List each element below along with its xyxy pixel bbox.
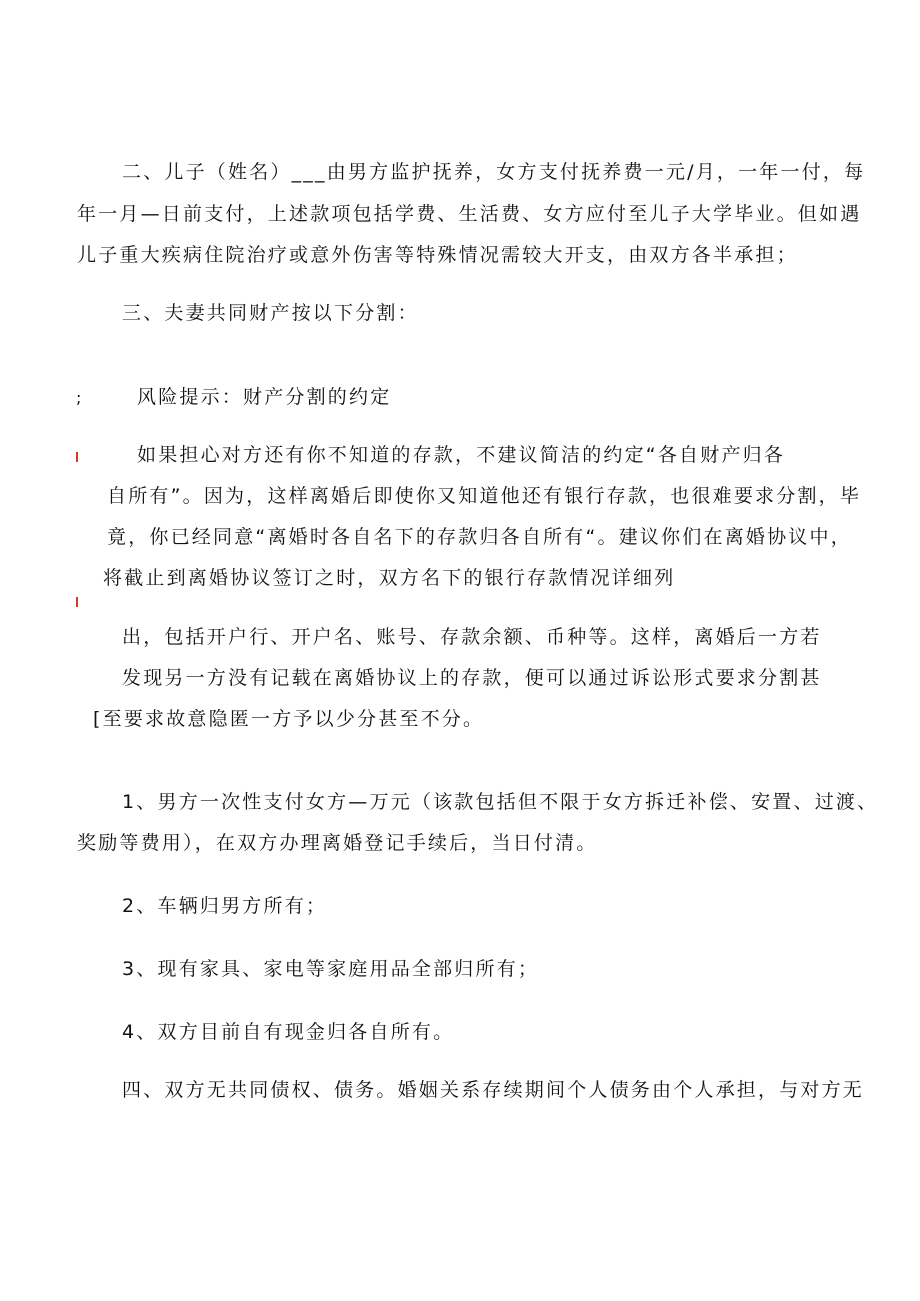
- section4-line1: 四、双方无共同债权、债务。婚姻关系存续期间个人债务由个人承担，与对方无: [122, 1079, 865, 1101]
- risk-side-mark: ;: [76, 388, 82, 407]
- risk-line-7: [至要求故意隐匿一方予以少分甚至不分。: [93, 708, 485, 730]
- section2-line2: 年一月—日前支付，上述款项包括学费、生活费、女方应付至儿子大学毕业。但如遇: [77, 203, 862, 225]
- risk-line-2: 自所有”。因为，这样离婚后即使你又知道他还有银行存款，也很难要求分割，毕: [107, 485, 862, 507]
- item4: 4、双方目前自有现金归各自所有。: [122, 1021, 455, 1043]
- risk-line-4: 将截止到离婚协议签订之时，双方名下的银行存款情况详细列: [103, 567, 676, 589]
- risk-line-3: 竟，你已经同意“离婚时各自名下的存款归各自所有“。建议你们在离婚协议中，: [107, 526, 852, 548]
- risk-line-5: 出，包括开户行、开户名、账号、存款余额、币种等。这样，离婚后一方若: [122, 626, 822, 648]
- item1-line1: 1、男方一次性支付女方—万元（该款包括但不限于女方拆迁补偿、安置、过渡、: [122, 791, 879, 813]
- risk-title: 风险提示：财产分割的约定: [137, 386, 392, 408]
- section3-heading: 三、夫妻共同财产按以下分割：: [122, 302, 419, 324]
- item1-line2: 奖励等费用），在双方办理离婚登记手续后，当日付清。: [77, 832, 598, 854]
- margin-tick: [76, 597, 78, 607]
- section2-line3: 儿子重大疾病住院治疗或意外伤害等特殊情况需较大开支，由双方各半承担；: [77, 244, 798, 266]
- risk-line-6: 发现另一方没有记载在离婚协议上的存款，便可以通过诉讼形式要求分割甚: [122, 667, 822, 689]
- item3: 3、现有家具、家电等家庭用品全部归所有；: [122, 958, 540, 980]
- section2-line1: 二、儿子（姓名）___由男方监护抚养，女方支付抚养费一元/月，一年一付，每: [122, 161, 866, 183]
- item2: 2、车辆归男方所有；: [122, 895, 328, 917]
- risk-line-1: 如果担心对方还有你不知道的存款，不建议简洁的约定“各自财产归各: [137, 444, 786, 466]
- margin-tick: [76, 452, 78, 462]
